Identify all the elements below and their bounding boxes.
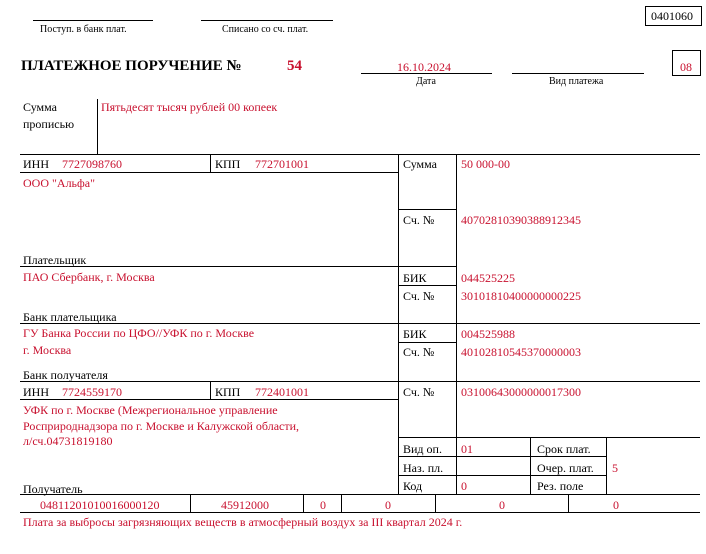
- debited-label: Списано со сч. плат.: [222, 24, 309, 35]
- date-label: Дата: [416, 76, 436, 87]
- payer-account-label: Сч. №: [403, 213, 435, 227]
- payee-name-3: л/сч.04731819180: [23, 434, 113, 448]
- payment-type-label: Вид платежа: [549, 76, 604, 87]
- payee-kpp: 772401001: [255, 385, 309, 399]
- payer-name: ООО "Альфа": [23, 176, 96, 190]
- grid-vline-main: [398, 154, 399, 494]
- document-date: 16.10.2024: [397, 60, 451, 74]
- grid-vline-tax-4: [435, 494, 436, 512]
- payer-kpp-label: КПП: [215, 157, 241, 171]
- amount-words-divider: [97, 99, 98, 154]
- grid-vline-op: [530, 437, 531, 494]
- payee-bik-label: БИК: [403, 327, 427, 341]
- payee-bank-name-2: г. Москва: [23, 343, 72, 357]
- tax-period: 0: [385, 498, 391, 512]
- amount-words-label-1: Сумма: [23, 100, 57, 114]
- grid-line-acc: [398, 209, 456, 210]
- grid-vline-payee-kpp: [210, 381, 211, 399]
- tax-kbk: 04811201010016000120: [40, 498, 160, 512]
- payee-account: 03100643000000017300: [461, 385, 581, 399]
- grid-vline-inn-kpp: [210, 154, 211, 172]
- grid-line-2: [20, 172, 398, 173]
- payee-inn-label: ИНН: [23, 385, 49, 399]
- grid-vline-values: [456, 154, 457, 495]
- payee-inn: 7724559170: [62, 385, 122, 399]
- tax-doc-date: 0: [613, 498, 619, 512]
- payer-account: 40702810390388912345: [461, 213, 581, 227]
- form-code: 0401060: [651, 9, 693, 23]
- grid-line-payerbank-end: [20, 323, 700, 324]
- payer-kpp: 772701001: [255, 157, 309, 171]
- payment-type-line: [512, 73, 644, 74]
- payer-corr-account: 30101810400000000225: [461, 289, 581, 303]
- purpose-code-label: Наз. пл.: [403, 461, 444, 475]
- payer-bank-role-label: Банк плательщика: [23, 310, 117, 324]
- payee-bik: 004525988: [461, 327, 515, 341]
- payee-corr-label: Сч. №: [403, 345, 435, 359]
- code-label: Код: [403, 479, 423, 493]
- payment-purpose: Плата за выбросы загрязняющих веществ в атмосферный воздух за III квартал 2024 г.: [23, 515, 463, 529]
- debited-line: [201, 20, 333, 21]
- payer-bik: 044525225: [461, 271, 515, 285]
- payer-inn-label: ИНН: [23, 157, 49, 171]
- amount-value: 50 000-00: [461, 157, 510, 171]
- code-value: 0: [461, 479, 467, 493]
- payee-kpp-label: КПП: [215, 385, 241, 399]
- grid-line-1: [20, 154, 700, 155]
- amount-label: Сумма: [403, 157, 437, 171]
- amount-words-label-2: прописью: [23, 117, 75, 131]
- grid-line-payeebank-end: [20, 381, 700, 382]
- grid-vline-op2: [606, 437, 607, 494]
- reserve-label: Рез. поле: [537, 479, 584, 493]
- grid-line-bik2: [398, 342, 456, 343]
- payee-role-label: Получатель: [23, 482, 83, 496]
- date-line: [361, 73, 492, 74]
- amount-words-value: Пятьдесят тысяч рублей 00 копеек: [101, 100, 278, 114]
- status-code: 08: [680, 60, 692, 74]
- deadline-label: Срок плат.: [537, 442, 591, 456]
- received-label: Поступ. в банк плат.: [40, 24, 127, 35]
- grid-vline-tax-2: [303, 494, 304, 512]
- tax-doc-number: 0: [499, 498, 505, 512]
- payee-corr-account: 40102810545370000003: [461, 345, 581, 359]
- payer-role-label: Плательщик: [23, 253, 87, 267]
- payer-bank-name: ПАО Сбербанк, г. Москва: [23, 270, 155, 284]
- op-type: 01: [461, 442, 473, 456]
- grid-line-tax-top: [20, 494, 700, 495]
- op-type-label: Вид оп.: [403, 442, 442, 456]
- payer-corr-label: Сч. №: [403, 289, 435, 303]
- payer-bik-label: БИК: [403, 271, 427, 285]
- grid-vline-tax-5: [568, 494, 569, 512]
- payer-inn: 7727098760: [62, 157, 122, 171]
- payee-account-label: Сч. №: [403, 385, 435, 399]
- grid-line-op: [398, 437, 700, 438]
- document-number: 54: [287, 58, 302, 74]
- grid-vline-tax-3: [341, 494, 342, 512]
- payee-name-1: УФК по г. Москве (Межрегиональное управление: [23, 403, 278, 417]
- priority-value: 5: [612, 461, 618, 475]
- priority-label: Очер. плат.: [537, 461, 594, 475]
- payee-name-2: Росприроднадзора по г. Москве и Калужской области,: [23, 419, 300, 433]
- received-line: [33, 20, 153, 21]
- payee-bank-role-label: Банк получателя: [23, 368, 108, 382]
- grid-vline-tax-1: [190, 494, 191, 512]
- payee-bank-name-1: ГУ Банка России по ЦФО//УФК по г. Москве: [23, 326, 255, 340]
- tax-basis: 0: [320, 498, 326, 512]
- page-title: ПЛАТЕЖНОЕ ПОРУЧЕНИЕ №: [21, 58, 242, 74]
- tax-oktmo: 45912000: [221, 498, 269, 512]
